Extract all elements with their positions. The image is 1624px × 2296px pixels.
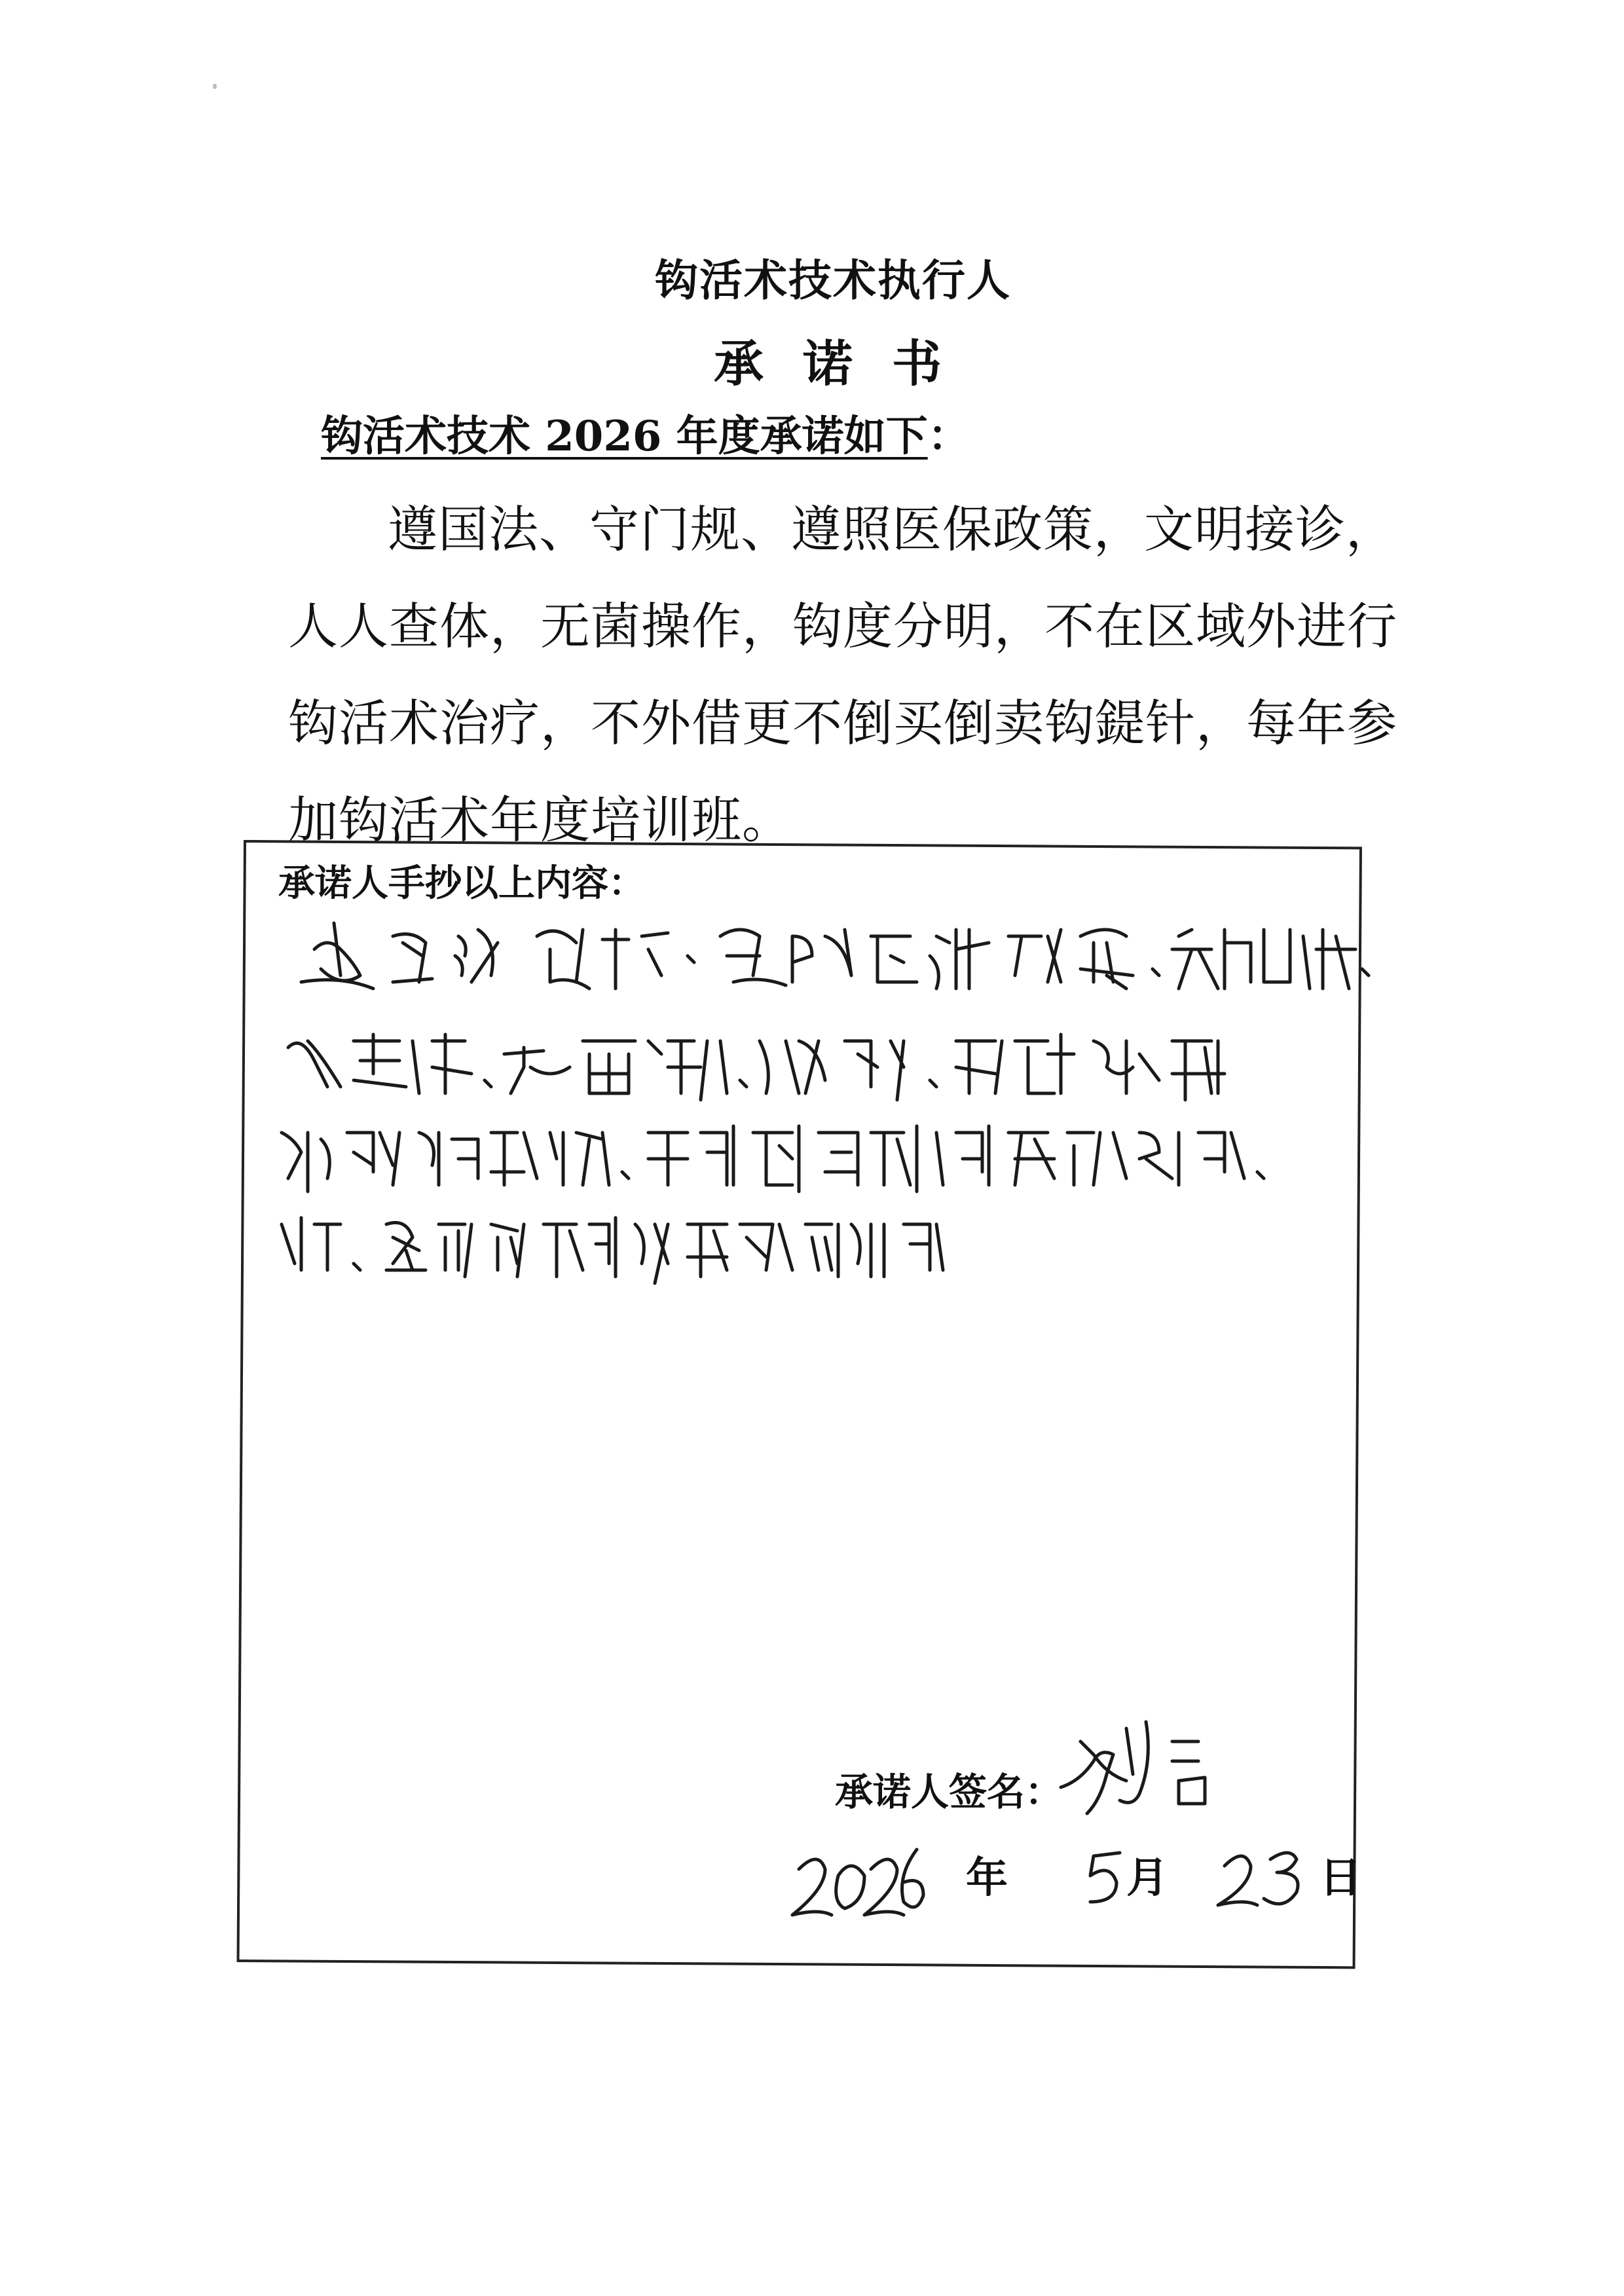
- month-label: 月: [1126, 1853, 1168, 1903]
- commitment-heading-colon: ：: [927, 412, 970, 461]
- handwritten-month: [1074, 1836, 1133, 1908]
- signature-label: 承诺人签名：: [835, 1770, 1063, 1814]
- year-label: 年: [966, 1853, 1008, 1903]
- copy-label: 承诺人手抄以上内容：: [278, 862, 645, 905]
- document-subtitle: 承诺书: [714, 335, 981, 393]
- handwritten-copy: [275, 910, 1388, 1303]
- scan-speck: [213, 84, 217, 89]
- commitment-heading: [321, 403, 970, 463]
- handwritten-day: [1211, 1833, 1316, 1912]
- date-row: [786, 1830, 1375, 1928]
- commitment-heading-text: 钩活术技术 2026 年度承诺如下: [321, 412, 928, 461]
- document-title: 钩活术技术执行人: [655, 255, 1011, 306]
- handwritten-year: [786, 1830, 936, 1922]
- handwritten-signature: [1048, 1702, 1231, 1833]
- day-label: 日: [1320, 1853, 1361, 1903]
- commitment-body: 遵国法、守门规、遵照医保政策，文明接诊，人人查体，无菌操作，钩度分明，不在区域外进行钩活术治疗，不外借更不倒买倒卖钩鍉针，每年参加钩活术年度培训班。: [288, 500, 1397, 849]
